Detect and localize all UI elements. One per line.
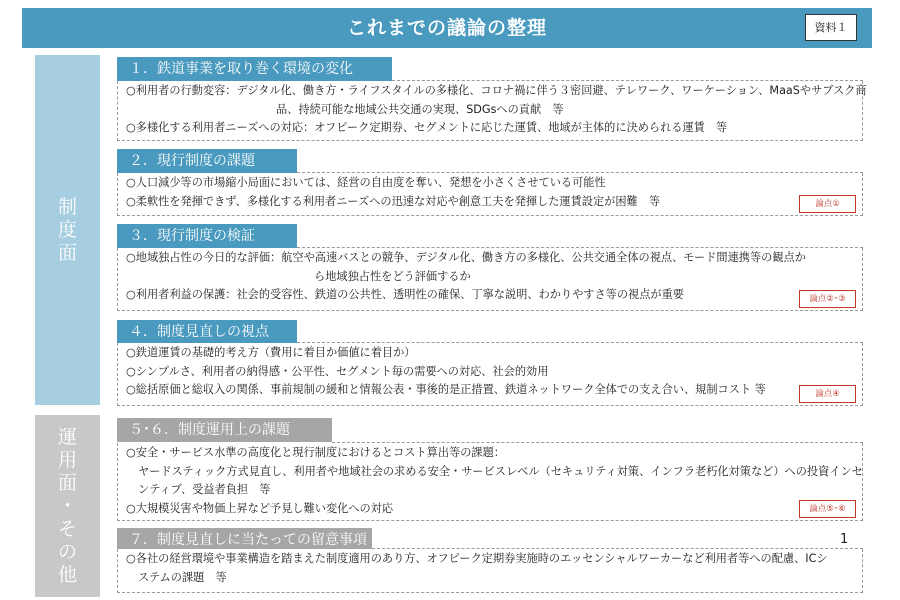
section-4-title: ４．制度見直しの視点 [117, 320, 297, 344]
section-2-box [117, 173, 863, 216]
sidebar-char: 度 [57, 218, 77, 241]
sidebar-institution [35, 55, 100, 405]
section-3-box [117, 248, 863, 311]
section-7-box [117, 549, 863, 593]
sidebar-char: 制 [57, 195, 77, 218]
section-4-line: ○鉄道運賃の基礎的考え方（費用に着目か価値に着目か） [126, 346, 416, 359]
section-3-line: ○利用者利益の保護：社会的受容性、鉄道の公共性、透明性の確保、丁寧な説明、わかりやすさ等の視点が重要 [126, 288, 684, 301]
sidebar-char: そ [57, 517, 77, 540]
sidebar-char: 面 [57, 471, 77, 494]
section-5-6-box [117, 443, 863, 521]
section-4-line: ○シンプルさ、利用者の納得感・公平性、セグメント毎の需要への対応、社会的効用 [126, 364, 549, 378]
section-2-line: ○柔軟性を発揮できず、多様化する利用者ニーズへの迅速な対応や創意工夫を発揮した運賃設定が困難 等 [126, 194, 661, 208]
section-7-line: ステムの課題 等 [138, 570, 227, 584]
section-4-line: ○総括原価と総収入の関係、事前規制の緩和と情報公表・事後的是正措置、鉄道ネットワーク全体での支え合い、規制コスト 等 [126, 383, 766, 396]
section-1-line: ○利用者の行動変容：デジタル化、働き方・ライフスタイルの多様化、コロナ禍に伴う３密回避、テレワーク、ワーケーション、MaaSやサブスク商 [126, 84, 867, 97]
section-1-title: １．鉄道事業を取り巻く環境の変化 [117, 57, 392, 81]
sidebar-char: 他 [57, 563, 77, 586]
issue-tag: 論点②･③ [799, 290, 856, 308]
page-title: これまでの議論の整理 [346, 17, 547, 39]
sidebar-char: ・ [57, 494, 77, 517]
section-5-6-line: ヤードスティック方式見直し、利用者や地域社会の求める安全・サービスレベル（セキュリティ対策、インフラ老朽化対策など）への投資インセ [138, 464, 863, 478]
title-bar [22, 8, 872, 48]
section-5-6-line: ○安全・サービス水準の高度化と現行制度におけるとコスト算出等の課題： [126, 446, 505, 459]
sidebar-char: 用 [57, 448, 77, 471]
section-5-6-line: ○大規模災害や物価上昇など予見し難い変化への対応 [126, 501, 394, 515]
issue-tag: 論点④ [799, 385, 856, 403]
section-3-title: ３．現行制度の検証 [117, 224, 297, 248]
section-7-title: ７．制度見直しに当たっての留意事項 [117, 528, 372, 552]
sidebar-char: 運 [57, 425, 77, 448]
section-3-line: ○地域独占性の今日的な評価：航空や高速バスとの競争、デジタル化、働き方の多様化、公共交通全体の視点、モード間連携等の観点か [126, 251, 806, 264]
section-1-box [117, 81, 867, 141]
section-1-line: ○多様化する利用者ニーズへの対応：オフピーク定期券、セグメントに応じた運賃、地域が主体的に決められる運賃 等 [126, 121, 728, 134]
section-5-6-title: ５･６．制度運用上の課題 [117, 418, 332, 442]
section-1-line: 品、持続可能な地域公共交通の実現、SDGsへの貢献 等 [276, 102, 564, 116]
section-7-line: ○各社の経営環境や事業構造を踏まえた制度適用のあり方、オフピーク定期券実施時のエッセンシャルワーカーなど利用者等への配慮、ICシ [126, 552, 828, 565]
issue-tag: 論点① [799, 195, 856, 213]
sidebar-char: 面 [57, 241, 77, 264]
page-number: 1 [840, 532, 849, 547]
sidebar-operation [35, 415, 100, 597]
document-label: 資料１ [805, 14, 857, 41]
section-3-line: ら地域独占性をどう評価するか [314, 269, 471, 283]
section-2-title: ２．現行制度の課題 [117, 149, 297, 173]
sidebar-char: の [57, 540, 77, 563]
issue-tag: 論点⑤･⑥ [799, 500, 856, 518]
section-5-6-line: ンティブ、受益者負担 等 [138, 483, 271, 496]
section-2-line: ○人口減少等の市場縮小局面においては、経営の自由度を奪い、発想を小さくさせている可能性 [126, 176, 606, 189]
section-4-box [117, 343, 863, 406]
